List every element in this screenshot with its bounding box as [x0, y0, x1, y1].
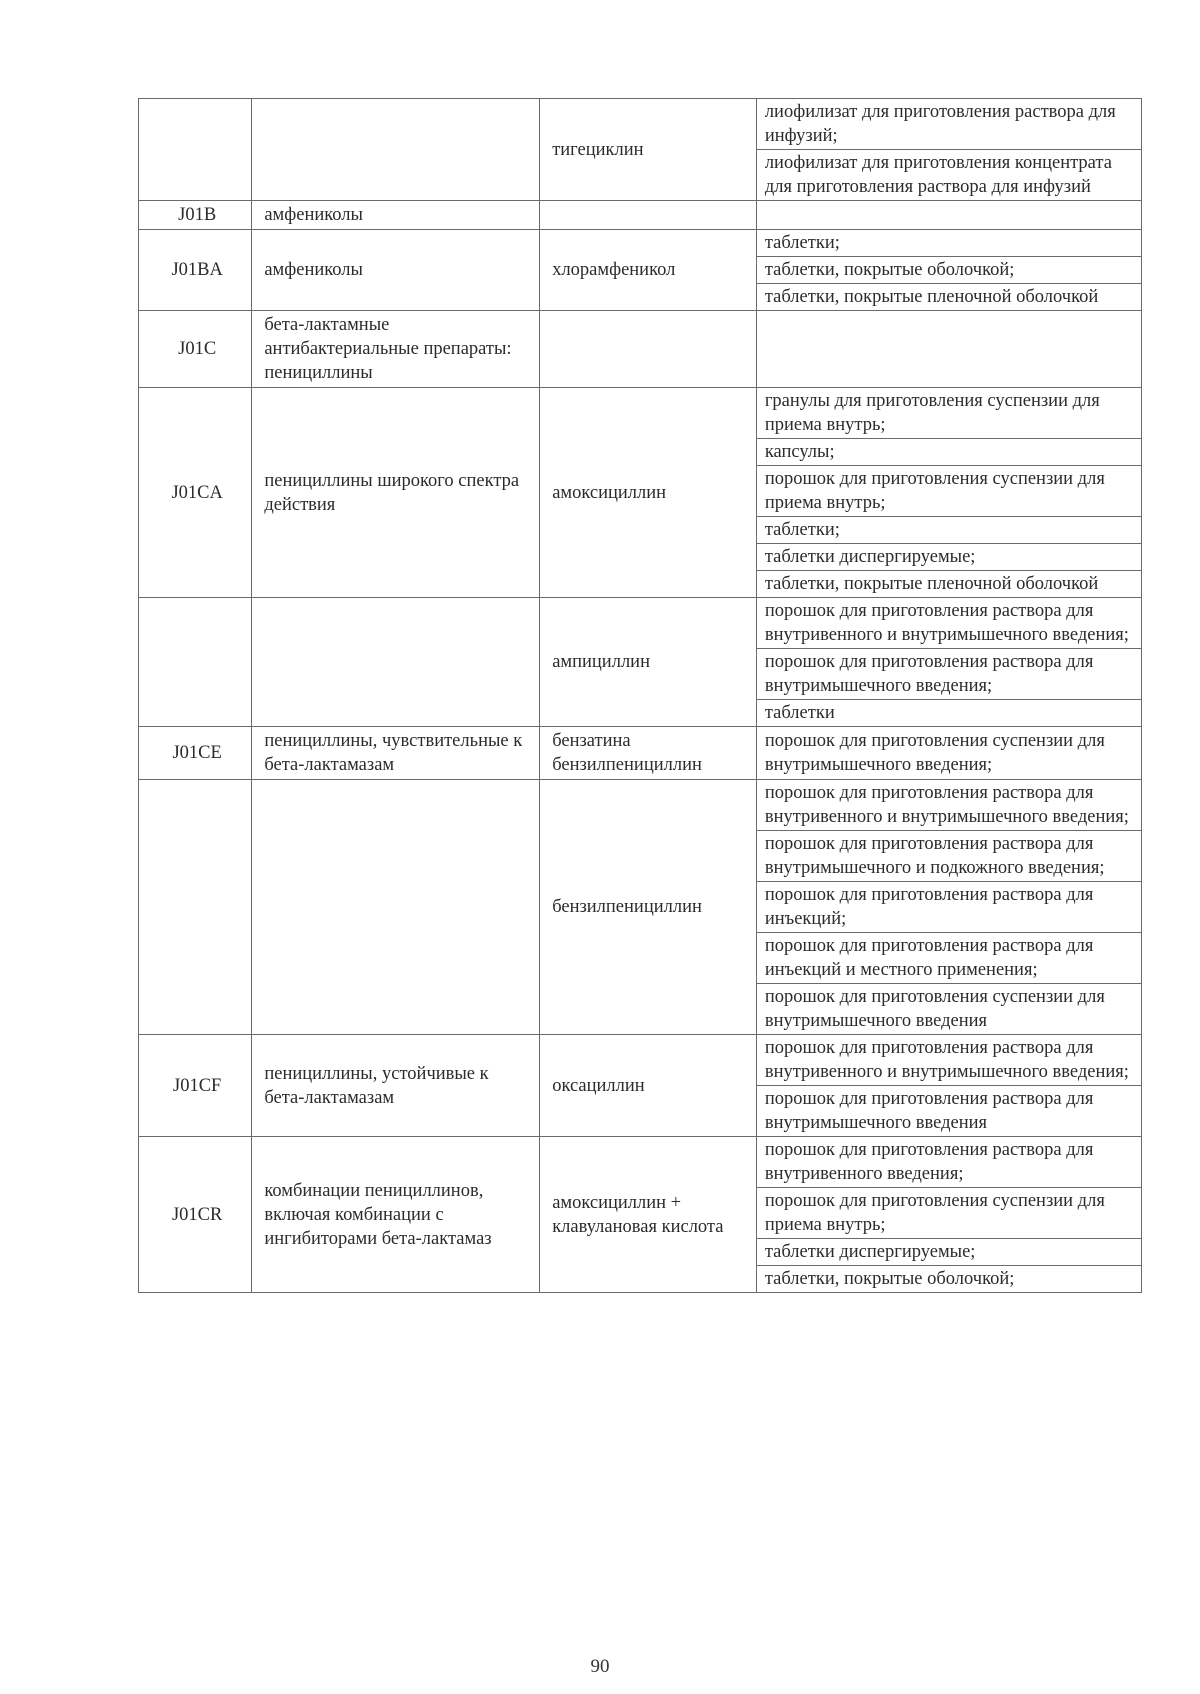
atc-code-cell-text: J01B — [178, 205, 217, 225]
dosage-form-item: порошок для приготовления раствора для инъекций и местного применения; — [757, 933, 1141, 984]
dosage-forms-cell — [756, 201, 1141, 230]
dosage-forms-list — [757, 1137, 1141, 1292]
drug-name-cell — [540, 598, 757, 727]
drug-table-body — [139, 99, 1142, 1293]
atc-group-cell — [252, 388, 540, 598]
dosage-form-item: порошок для приготовления раствора для внутривенного и внутримышечного введения; — [757, 1035, 1141, 1086]
dosage-form-item: таблетки; — [757, 230, 1141, 257]
atc-group-cell-text — [252, 905, 539, 909]
dosage-form-item: лиофилизат для приготовления концентрата для приготовления раствора для инфузий — [764, 153, 1112, 197]
dosage-form-item: таблетки, покрытые пленочной оболочкой — [764, 287, 1099, 307]
drug-name-cell-text: оксациллин — [552, 1075, 645, 1096]
dosage-forms-list — [757, 230, 1141, 310]
drug-name-cell-text: тигециклин — [552, 139, 644, 160]
dosage-form-item: таблетки, покрытые оболочкой; — [764, 1269, 1015, 1289]
drug-name-cell-text: бензилпенициллин — [552, 897, 702, 917]
atc-code-cell — [139, 311, 252, 388]
atc-group-cell-text: амфениколы — [264, 260, 363, 280]
table-row — [139, 780, 1142, 1035]
atc-code-cell — [139, 99, 252, 201]
atc-code-cell-text: J01CE — [172, 743, 222, 763]
dosage-forms-cell — [756, 780, 1141, 1035]
dosage-forms-list — [757, 780, 1141, 1034]
atc-code-cell-text: J01C — [178, 339, 217, 359]
atc-group-cell — [252, 727, 540, 780]
drug-name-cell-text: ампициллин — [552, 652, 650, 672]
atc-group-cell-text: пенициллины широкого спектра действия — [264, 470, 520, 515]
atc-group-cell — [252, 201, 540, 230]
atc-group-cell — [252, 99, 540, 201]
dosage-forms-list — [757, 388, 1141, 597]
dosage-forms-cell — [756, 598, 1141, 727]
table-row — [139, 388, 1142, 598]
atc-code-cell-text — [139, 660, 251, 664]
atc-group-cell — [252, 598, 540, 727]
atc-group-cell — [252, 311, 540, 388]
dosage-form-item: порошок для приготовления раствора для внутривенного и внутримышечного введения; — [757, 780, 1141, 831]
dosage-forms-cell — [756, 1137, 1141, 1293]
drug-name-cell-text: бензатина бензилпенициллин — [552, 731, 702, 775]
dosage-form-item: порошок для приготовления суспензии для приема внутрь; — [757, 466, 1141, 517]
atc-group-cell — [252, 1137, 540, 1293]
atc-group-cell — [252, 1035, 540, 1137]
dosage-form-item: капсулы; — [757, 439, 1141, 466]
atc-code-cell — [139, 230, 252, 311]
atc-group-cell-text: комбинации пенициллинов, включая комбинации с ингибиторами бета-лактамаз — [264, 1180, 492, 1249]
dosage-form-item: гранулы для приготовления суспензии для приема внутрь; — [757, 388, 1141, 439]
dosage-form-item: таблетки; — [757, 517, 1141, 544]
dosage-forms-list — [757, 336, 1141, 362]
drug-name-cell-text: амоксициллин — [552, 482, 667, 503]
atc-code-cell-text — [139, 148, 251, 152]
atc-group-cell-text: пенициллины, чувствительные к бета-лактамазам — [264, 731, 523, 775]
dosage-forms-cell — [756, 230, 1141, 311]
atc-group-cell-text — [252, 660, 539, 664]
dosage-forms-list — [757, 202, 1141, 228]
drug-name-cell-text: амоксициллин + клавулановая кислота — [552, 1192, 724, 1237]
table-row — [139, 598, 1142, 727]
atc-code-cell-text: J01BA — [171, 260, 223, 280]
dosage-forms-cell — [756, 1035, 1141, 1137]
atc-code-cell — [139, 598, 252, 727]
atc-code-cell — [139, 727, 252, 780]
dosage-form-item: таблетки — [764, 703, 835, 723]
dosage-form-item: порошок для приготовления суспензии для приема внутрь; — [757, 1188, 1141, 1239]
atc-code-cell — [139, 780, 252, 1035]
dosage-form-item: таблетки, покрытые оболочкой; — [757, 257, 1141, 284]
table-row — [139, 99, 1142, 201]
table-row — [139, 1137, 1142, 1293]
drug-name-cell — [540, 780, 757, 1035]
drug-name-cell — [540, 727, 757, 780]
atc-code-cell — [139, 201, 252, 230]
table-row — [139, 1035, 1142, 1137]
atc-group-cell — [252, 230, 540, 311]
table-row — [139, 230, 1142, 311]
dosage-forms-cell — [756, 388, 1141, 598]
drug-name-cell-text — [540, 347, 756, 351]
drug-name-cell — [540, 230, 757, 311]
atc-code-cell — [139, 388, 252, 598]
dosage-form-item — [757, 202, 1141, 228]
drug-name-cell — [540, 1137, 757, 1293]
atc-group-cell-text: бета-лактамные антибактериальные препараты: пенициллины — [264, 315, 512, 383]
dosage-forms-cell — [756, 99, 1141, 201]
atc-group-cell-text — [252, 148, 539, 152]
atc-code-cell-text: J01CA — [171, 482, 223, 503]
table-row — [139, 311, 1142, 388]
dosage-forms-list — [757, 728, 1141, 778]
atc-code-cell — [139, 1035, 252, 1137]
page-number: 90 — [590, 1656, 610, 1677]
atc-code-cell-text: J01CR — [171, 1204, 223, 1225]
dosage-form-item: лиофилизат для приготовления раствора для инфузий; — [757, 99, 1141, 150]
dosage-form-item: таблетки, покрытые пленочной оболочкой — [764, 574, 1099, 594]
drug-name-cell — [540, 388, 757, 598]
drug-name-cell — [540, 201, 757, 230]
table-row — [139, 727, 1142, 780]
dosage-form-item: таблетки диспергируемые; — [757, 1239, 1141, 1266]
dosage-form-item: порошок для приготовления раствора для внутримышечного и подкожного введения; — [757, 831, 1141, 882]
dosage-forms-list — [757, 598, 1141, 726]
dosage-form-item — [757, 336, 1141, 362]
drug-name-cell — [540, 99, 757, 201]
dosage-forms-list — [757, 99, 1141, 200]
drug-table — [138, 98, 1142, 1293]
atc-group-cell-text: амфениколы — [264, 205, 363, 225]
dosage-form-item: порошок для приготовления раствора для внутривенного и внутримышечного введения; — [757, 598, 1141, 649]
drug-name-cell-text: хлорамфеникол — [552, 260, 676, 280]
atc-group-cell — [252, 780, 540, 1035]
atc-code-cell-text: J01CF — [173, 1075, 222, 1096]
dosage-form-item: порошок для приготовления раствора для внутримышечного введения; — [757, 649, 1141, 700]
dosage-form-item: таблетки диспергируемые; — [757, 544, 1141, 571]
dosage-form-item: порошок для приготовления раствора для инъекций; — [757, 882, 1141, 933]
dosage-form-item: порошок для приготовления раствора для внутримышечного введения — [764, 1089, 1094, 1133]
drug-name-cell — [540, 311, 757, 388]
atc-code-cell — [139, 1137, 252, 1293]
drug-name-cell — [540, 1035, 757, 1137]
dosage-form-item: порошок для приготовления суспензии для внутримышечного введения; — [764, 731, 1105, 775]
dosage-form-item: порошок для приготовления раствора для внутривенного введения; — [757, 1137, 1141, 1188]
atc-group-cell-text: пенициллины, устойчивые к бета-лактамазам — [264, 1063, 489, 1108]
table-row — [139, 201, 1142, 230]
drug-name-cell-text — [540, 213, 756, 217]
dosage-forms-cell — [756, 311, 1141, 388]
atc-code-cell-text — [139, 905, 251, 909]
dosage-form-item: порошок для приготовления суспензии для внутримышечного введения — [764, 987, 1105, 1031]
dosage-forms-list — [757, 1035, 1141, 1136]
dosage-forms-cell — [756, 727, 1141, 780]
